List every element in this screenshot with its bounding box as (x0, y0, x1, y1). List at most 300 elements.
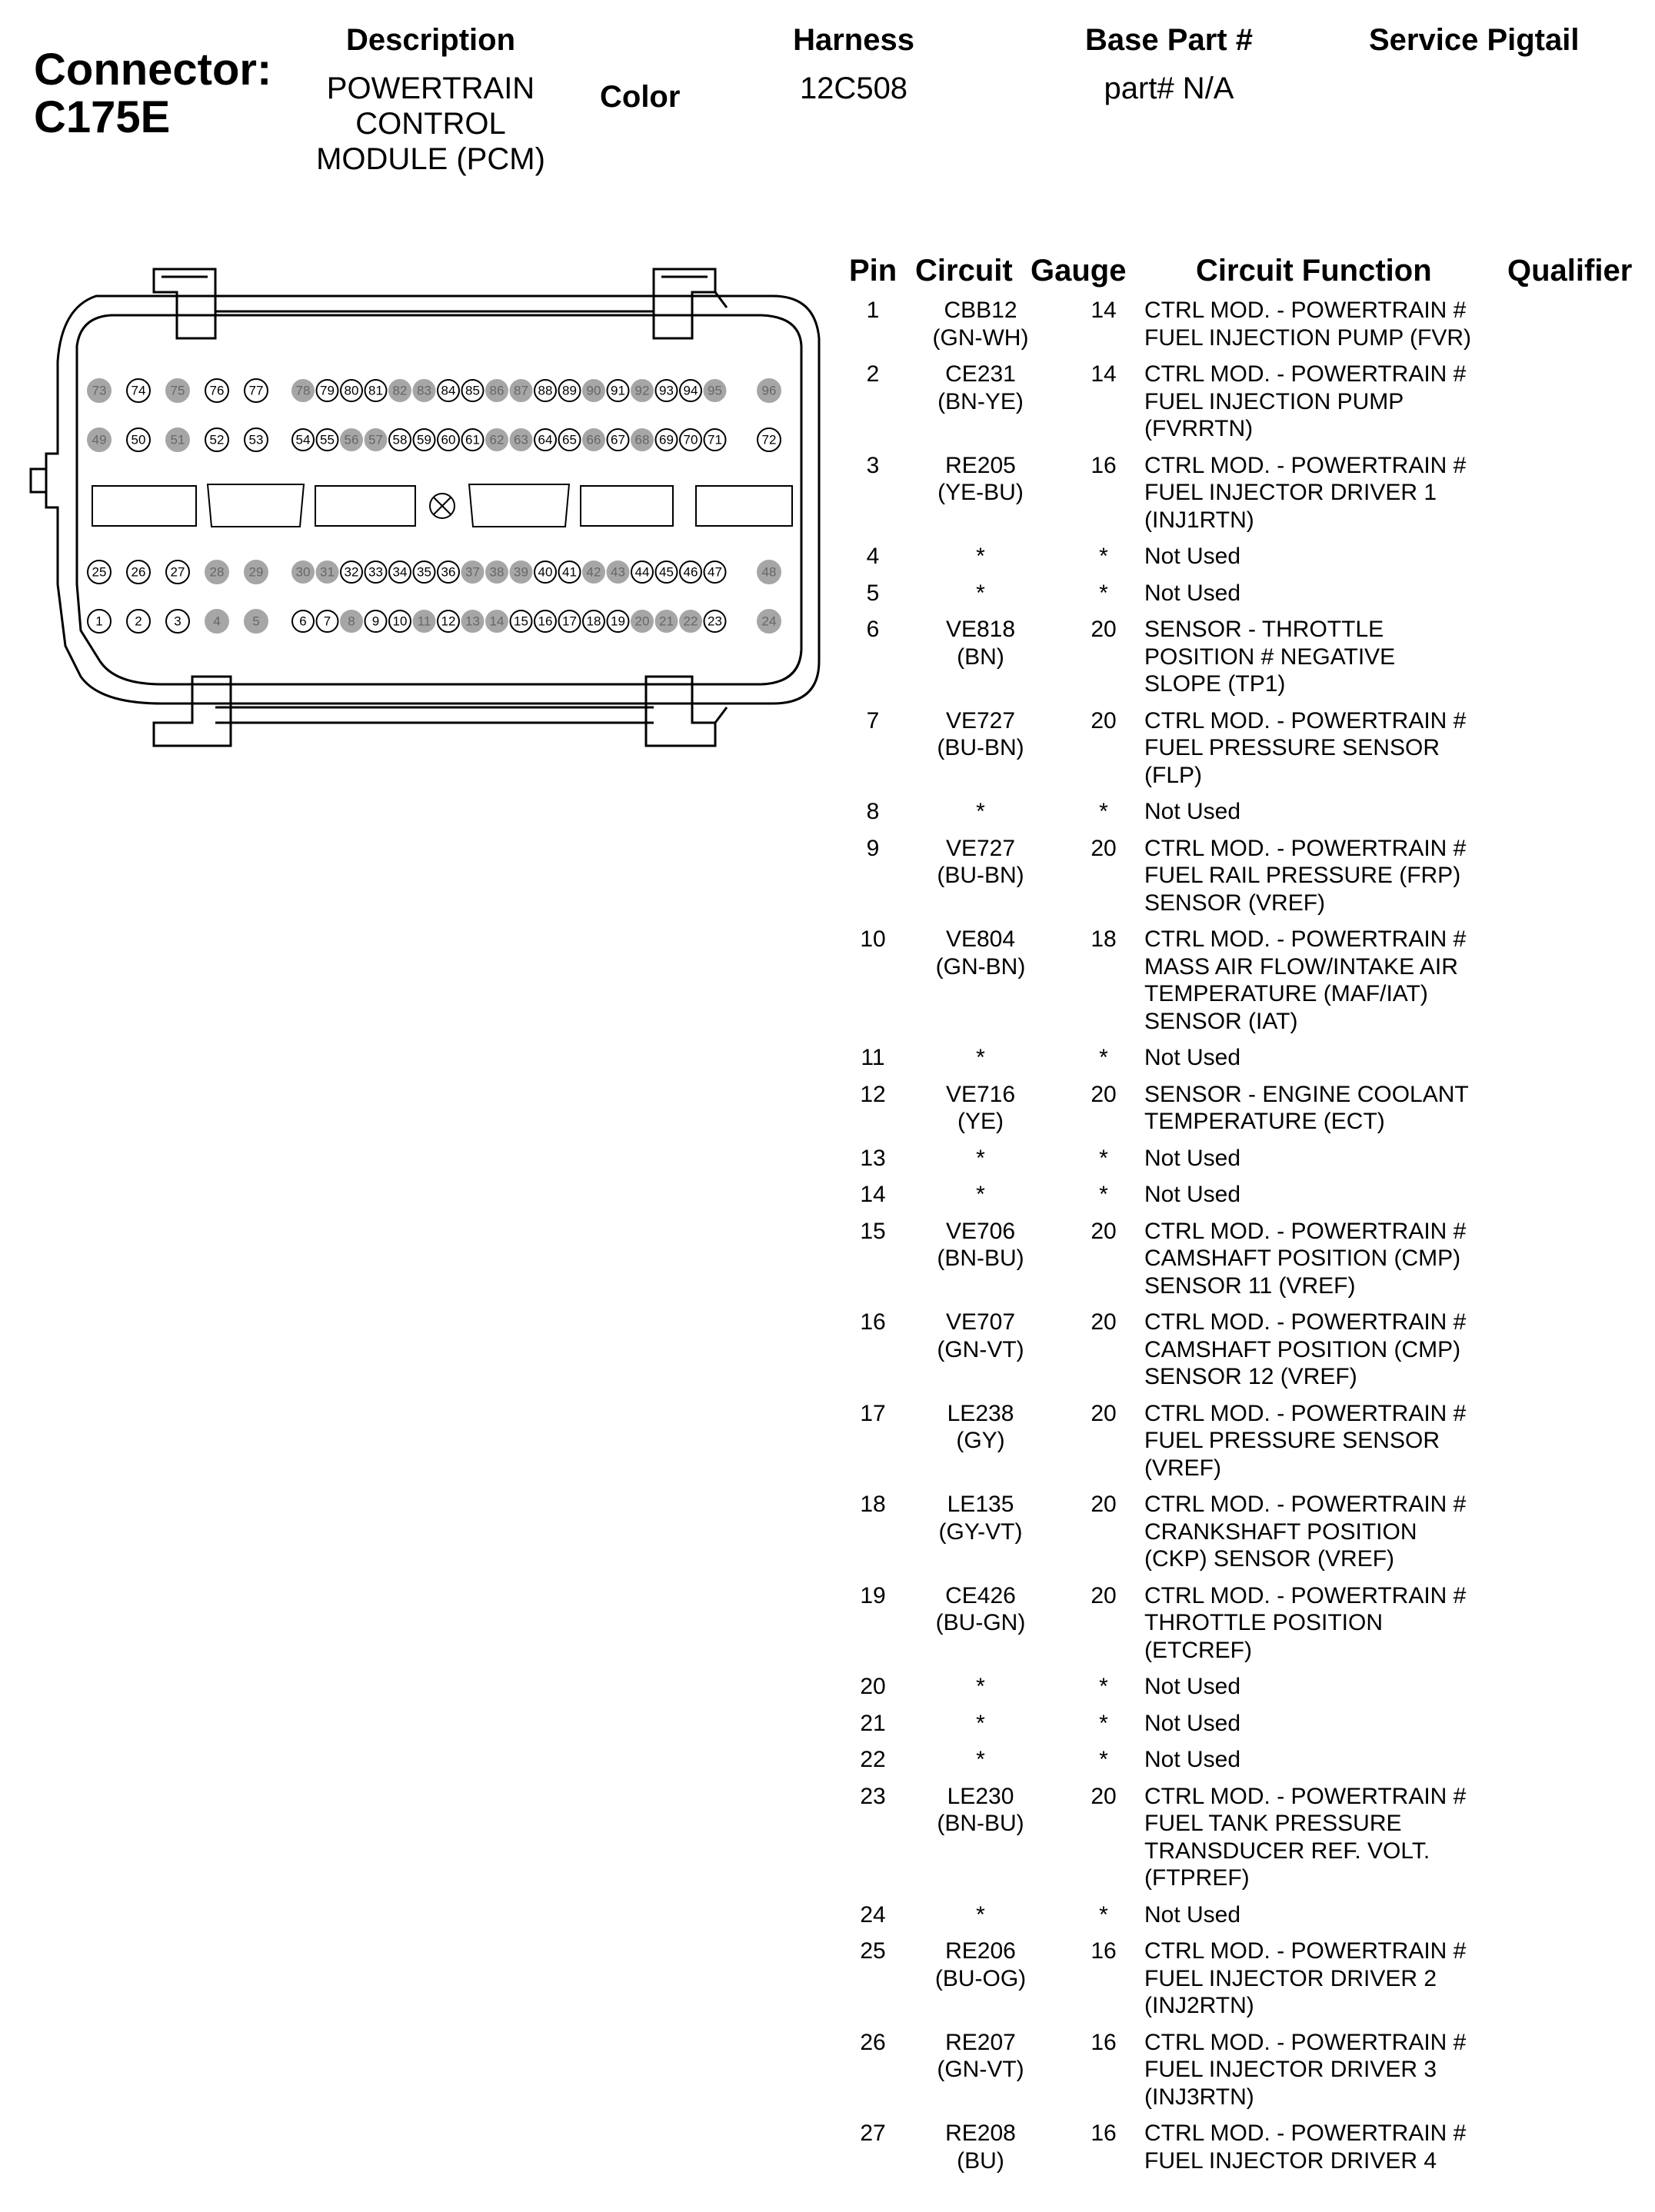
header-circuit: Circuit (915, 254, 1013, 288)
connector-pin-number: 55 (320, 432, 335, 447)
connector-pin-number: 26 (131, 564, 146, 580)
circuit-cell: VE727 (BU-BN) (937, 707, 1024, 760)
connector-pin (166, 379, 189, 402)
circuit-cell: RE206 (BU-OG) (934, 1938, 1027, 1991)
connector-pin (758, 428, 781, 451)
connector-pin-number: 53 (248, 432, 264, 447)
circuit-cell: * (976, 1747, 985, 1772)
pin-cell: 24 (860, 1901, 886, 1928)
table-row (838, 543, 1646, 570)
connector-pin (245, 428, 268, 451)
connector-pin (365, 429, 387, 451)
connector-pin-number: 11 (417, 614, 431, 629)
connector-pin-number: 94 (683, 383, 698, 398)
connector-pin (462, 561, 484, 583)
connector-pin (245, 610, 268, 633)
connector-pin (680, 610, 701, 632)
pin-cell: 5 (866, 580, 880, 606)
connector-pin-number: 19 (611, 614, 625, 629)
base-part-label: Base Part # (1085, 23, 1253, 57)
connector-pin-number: 57 (368, 432, 383, 447)
connector-pin-number: 77 (248, 383, 264, 398)
connector-pin (680, 380, 701, 401)
connector-pin-number: 1 (95, 614, 103, 629)
circuit-cell: VE716 (YE) (945, 1081, 1016, 1134)
connector-pin (414, 380, 435, 401)
connector-pin-number: 4 (213, 614, 221, 629)
header-gauge: Gauge (1031, 254, 1127, 288)
connector-pin-number: 54 (295, 432, 311, 447)
circuit-cell: * (976, 1901, 985, 1928)
connector-pin-number: 37 (465, 564, 480, 580)
connector-title: Connector: C175E (34, 45, 272, 142)
circuit-function-cell: CTRL MOD. - POWERTRAIN # FUEL INJECTOR DRIVER 3 (INJ3RTN) (1144, 2029, 1467, 2110)
pin-cell: 3 (866, 452, 880, 478)
connector-pin-number: 5 (252, 614, 260, 629)
connector-pin (414, 610, 435, 632)
pin-cell: 8 (866, 799, 880, 824)
connector-pin-number: 28 (209, 564, 225, 580)
circuit-function-cell: SENSOR - ENGINE COOLANT TEMPERATURE (ECT) (1144, 1081, 1469, 1134)
connector-pin (511, 429, 532, 451)
gauge-cell: 20 (1091, 1582, 1117, 1608)
gauge-cell: * (1099, 1710, 1108, 1736)
connector-pin-number: 47 (708, 564, 722, 580)
connector-pin (559, 429, 581, 451)
connector-pin (656, 380, 678, 401)
table-row (838, 1783, 1646, 1892)
connector-keys (92, 484, 792, 527)
connector-pin (205, 428, 228, 451)
pin-cell: 12 (860, 1081, 886, 1107)
connector-pin-number: 62 (489, 432, 504, 447)
gauge-cell: 20 (1091, 617, 1117, 642)
header-circuit-function: Circuit Function (1196, 254, 1432, 288)
connector-pin-number: 71 (708, 432, 722, 447)
gauge-cell: * (1099, 1747, 1108, 1772)
connector-pin (704, 561, 726, 583)
circuit-cell: * (976, 799, 985, 824)
connector-pin-number: 25 (92, 564, 107, 580)
connector-pin (511, 610, 532, 632)
connector-pin (559, 610, 581, 632)
harness-label: Harness (793, 23, 914, 57)
gauge-cell: 16 (1091, 452, 1117, 478)
circuit-cell: RE205 (YE-BU) (937, 452, 1024, 505)
table-row (838, 452, 1646, 534)
connector-pin (758, 379, 781, 402)
circuit-function-cell: CTRL MOD. - POWERTRAIN # CAMSHAFT POSITION (CMP) SENSOR 11 (VREF) (1144, 1218, 1467, 1299)
connector-pin (389, 610, 411, 632)
connector-pin (317, 561, 338, 583)
connector-pin (414, 561, 435, 583)
gauge-cell: * (1099, 1145, 1108, 1171)
connector-pin (317, 610, 338, 632)
pin-cell: 4 (866, 544, 880, 569)
table-row (838, 1309, 1646, 1391)
circuit-cell: * (976, 544, 985, 569)
pin-cell: 23 (860, 1783, 886, 1809)
gauge-cell: * (1099, 1045, 1108, 1070)
table-row (838, 1218, 1646, 1300)
pin-cell: 1 (866, 298, 880, 323)
connector-pin-number: 40 (538, 564, 553, 580)
connector-pin-number: 7 (323, 614, 331, 629)
connector-pin-number: 24 (761, 614, 777, 629)
gauge-cell: * (1099, 1674, 1108, 1699)
table-row (838, 1938, 1646, 2020)
connector-pin (656, 561, 678, 583)
connector-pin-number: 60 (441, 432, 456, 447)
table-row (838, 297, 1646, 351)
table-row (838, 1491, 1646, 1573)
circuit-function-cell: CTRL MOD. - POWERTRAIN # THROTTLE POSITION (ETCREF) (1144, 1582, 1467, 1663)
gauge-cell: * (1099, 799, 1108, 824)
circuit-function-cell: Not Used (1144, 1747, 1241, 1772)
connector-pin (245, 379, 268, 402)
circuit-cell: VE707 (GN-VT) (937, 1309, 1024, 1362)
table-row (838, 1710, 1646, 1738)
circuit-function-cell: CTRL MOD. - POWERTRAIN # MASS AIR FLOW/INTAKE AIR TEMPERATURE (MAF/IAT) SENSOR (IAT) (1144, 926, 1467, 1034)
connector-pin (341, 380, 362, 401)
connector-pin (166, 428, 189, 451)
gauge-cell: * (1099, 1182, 1108, 1207)
circuit-cell: * (976, 1045, 985, 1070)
connector-pin-number: 92 (634, 383, 650, 398)
table-row (838, 2029, 1646, 2111)
connector-pin (88, 379, 111, 402)
gauge-cell: 20 (1091, 1081, 1117, 1107)
connector-pin (341, 610, 362, 632)
gauge-cell: 20 (1091, 1783, 1117, 1809)
table-row (838, 361, 1646, 443)
connector-pin (758, 610, 781, 633)
connector-pin (608, 561, 629, 583)
connector-pin-number: 10 (392, 614, 408, 629)
connector-pin (127, 610, 150, 633)
connector-pin-number: 76 (209, 383, 225, 398)
table-row (838, 1181, 1646, 1209)
connector-pin (758, 560, 781, 584)
pin-cell: 19 (860, 1582, 886, 1608)
connector-pin (341, 561, 362, 583)
circuit-function-cell: Not Used (1144, 580, 1241, 606)
circuit-function-cell: Not Used (1144, 1045, 1241, 1070)
table-row (838, 1582, 1646, 1665)
circuit-cell: * (976, 1182, 985, 1207)
description-value: POWERTRAIN CONTROL MODULE (PCM) (316, 72, 545, 176)
connector-pin-number: 69 (659, 432, 674, 447)
connector-pin-number: 13 (465, 614, 480, 629)
connector-pin-number: 2 (135, 614, 142, 629)
connector-pin-number: 15 (514, 614, 528, 629)
pin-cell: 6 (866, 617, 880, 642)
table-row (838, 835, 1646, 917)
connector-pin (438, 610, 459, 632)
circuit-function-cell: Not Used (1144, 1674, 1241, 1699)
gauge-cell: 18 (1091, 926, 1117, 952)
connector-pin-number: 6 (299, 614, 307, 629)
connector-pin-number: 14 (489, 614, 504, 629)
table-row (838, 798, 1646, 826)
table-row (838, 616, 1646, 698)
pin-cell: 27 (860, 2121, 886, 2146)
connector-pin (462, 429, 484, 451)
circuit-cell: VE804 (GN-BN) (935, 926, 1026, 980)
circuit-function-cell: Not Used (1144, 1710, 1241, 1736)
circuit-function-cell: CTRL MOD. - POWERTRAIN # FUEL INJECTION PUMP (FVRRTN) (1144, 361, 1467, 441)
connector-pin-number: 73 (92, 383, 107, 398)
table-row (838, 1145, 1646, 1173)
header-pin: Pin (849, 254, 897, 288)
circuit-cell: VE818 (BN) (945, 617, 1016, 670)
table-row (838, 1400, 1646, 1482)
connector-pin-number: 9 (371, 614, 380, 629)
connector-pin (486, 429, 508, 451)
gauge-cell: 16 (1091, 2121, 1117, 2146)
table-row (838, 1044, 1646, 1072)
connector-pin (88, 610, 111, 633)
connector-pin-number: 49 (92, 432, 107, 447)
connector-pin-number: 66 (586, 432, 601, 447)
connector-pin (127, 379, 150, 402)
pin-cell: 13 (860, 1145, 886, 1171)
connector-pin (166, 560, 189, 584)
color-label: Color (600, 80, 681, 114)
connector-pin (583, 610, 604, 632)
connector-pin-number: 8 (348, 614, 355, 629)
connector-pin-number: 80 (344, 383, 359, 398)
connector-pin-number: 16 (538, 614, 553, 629)
base-part-value: part# N/A (1104, 72, 1234, 105)
header-qualifier: Qualifier (1507, 254, 1633, 288)
connector-pin (438, 561, 459, 583)
connector-pin-number: 64 (538, 432, 553, 447)
connector-pin-number: 48 (761, 564, 777, 580)
connector-pin (534, 429, 556, 451)
harness-value: 12C508 (799, 72, 908, 105)
connector-pin-number: 38 (489, 564, 504, 580)
table-row (838, 1746, 1646, 1774)
circuit-function-cell: Not Used (1144, 1145, 1241, 1171)
gauge-cell: * (1099, 580, 1108, 606)
connector-pin (127, 428, 150, 451)
pin-cell: 2 (866, 361, 880, 387)
circuit-function-cell: CTRL MOD. - POWERTRAIN # CAMSHAFT POSITION (CMP) SENSOR 12 (VREF) (1144, 1309, 1467, 1389)
connector-pin-number: 95 (708, 383, 722, 398)
pin-cell: 14 (860, 1182, 886, 1207)
connector-pin (127, 560, 150, 584)
connector-pin-number: 20 (634, 614, 650, 629)
connector-pin-grid (88, 379, 781, 633)
connector-pin (88, 428, 111, 451)
connector-pin-number: 21 (659, 614, 674, 629)
connector-pin-number: 42 (586, 564, 601, 580)
circuit-function-cell: CTRL MOD. - POWERTRAIN # FUEL PRESSURE SENSOR (FLP) (1144, 707, 1467, 788)
connector-pin (511, 561, 532, 583)
connector-pin (631, 610, 653, 632)
connector-pin-number: 51 (170, 432, 185, 447)
table-row (838, 926, 1646, 1035)
connector-pin (631, 380, 653, 401)
connector-pin (511, 380, 532, 401)
connector-pin (631, 429, 653, 451)
pin-cell: 22 (860, 1747, 886, 1772)
circuit-function-cell: CTRL MOD. - POWERTRAIN # FUEL INJECTION PUMP (FVR) (1144, 298, 1472, 351)
table-row (838, 707, 1646, 790)
circuit-cell: CE231 (BN-YE) (937, 361, 1024, 414)
circuit-function-cell: CTRL MOD. - POWERTRAIN # FUEL INJECTOR DRIVER 2 (INJ2RTN) (1144, 1938, 1467, 2018)
connector-pin-number: 43 (611, 564, 625, 580)
connector-pin-number: 96 (761, 383, 777, 398)
connector-pin (389, 429, 411, 451)
gauge-cell: 20 (1091, 1400, 1117, 1426)
connector-face-diagram (23, 261, 831, 769)
circuit-cell: RE208 (BU) (945, 2121, 1016, 2174)
connector-pin-number: 17 (562, 614, 577, 629)
connector-pin-number: 18 (586, 614, 601, 629)
pin-cell: 17 (860, 1400, 886, 1426)
connector-pin (205, 610, 228, 633)
connector-pin (438, 429, 459, 451)
connector-pin-number: 67 (611, 432, 625, 447)
gauge-cell: 16 (1091, 2029, 1117, 2055)
circuit-function-cell: Not Used (1144, 1901, 1241, 1928)
connector-pin (608, 429, 629, 451)
table-row (838, 580, 1646, 607)
connector-pin-number: 63 (514, 432, 528, 447)
gauge-cell: 20 (1091, 1492, 1117, 1517)
connector-pin-number: 36 (441, 564, 456, 580)
circuit-function-cell: CTRL MOD. - POWERTRAIN # CRANKSHAFT POSITION (CKP) SENSOR (VREF) (1144, 1492, 1467, 1572)
connector-pin-number: 41 (562, 564, 577, 580)
connector-pin (317, 429, 338, 451)
connector-pin (486, 561, 508, 583)
connector-pin (205, 560, 228, 584)
connector-pin (389, 561, 411, 583)
connector-pin-number: 44 (634, 564, 650, 580)
circuit-cell: * (976, 1145, 985, 1171)
circuit-function-cell: Not Used (1144, 1182, 1241, 1207)
connector-pin-number: 45 (659, 564, 674, 580)
description-label: Description (345, 23, 516, 57)
circuit-cell: * (976, 1710, 985, 1736)
connector-pin (656, 429, 678, 451)
gauge-cell: * (1099, 1901, 1108, 1928)
connector-pin-number: 23 (708, 614, 722, 629)
connector-pin-number: 74 (131, 383, 146, 398)
gauge-cell: * (1099, 544, 1108, 569)
connector-pin-number: 87 (514, 383, 528, 398)
connector-pin (608, 610, 629, 632)
circuit-function-cell: CTRL MOD. - POWERTRAIN # FUEL RAIL PRESSURE (FRP) SENSOR (VREF) (1144, 835, 1467, 916)
connector-pin-number: 35 (417, 564, 431, 580)
connector-pin-number: 32 (344, 564, 359, 580)
table-row (838, 1081, 1646, 1136)
connector-pin (704, 380, 726, 401)
table-row (838, 1673, 1646, 1701)
circuit-cell: CE426 (BU-GN) (935, 1582, 1026, 1635)
pin-cell: 7 (866, 707, 880, 733)
connector-pin-number: 72 (761, 432, 777, 447)
connector-pin-number: 52 (209, 432, 225, 447)
circuit-function-cell: CTRL MOD. - POWERTRAIN # FUEL INJECTOR DRIVER 4 (1144, 2121, 1467, 2174)
connector-pin (583, 429, 604, 451)
connector-pin-number: 89 (562, 383, 577, 398)
pin-cell: 26 (860, 2029, 886, 2055)
connector-pin (583, 380, 604, 401)
circuit-function-cell: CTRL MOD. - POWERTRAIN # FUEL PRESSURE SENSOR (VREF) (1144, 1400, 1467, 1481)
connector-pin (341, 429, 362, 451)
connector-pin-number: 29 (248, 564, 264, 580)
pin-cell: 10 (860, 926, 886, 952)
connector-pin (486, 380, 508, 401)
pin-cell: 21 (860, 1710, 886, 1736)
connector-pin (365, 610, 387, 632)
circuit-cell: RE207 (GN-VT) (937, 2029, 1024, 2082)
connector-pin (680, 429, 701, 451)
pin-table-body (838, 297, 1646, 2184)
circuit-cell: * (976, 580, 985, 606)
circuit-cell: VE727 (BU-BN) (937, 835, 1024, 888)
gauge-cell: 16 (1091, 1938, 1117, 1964)
connector-pin (534, 561, 556, 583)
connector-pin-number: 31 (320, 564, 335, 580)
circuit-cell: VE706 (BN-BU) (937, 1218, 1024, 1271)
connector-pin-number: 46 (683, 564, 698, 580)
circuit-cell: LE230 (BN-BU) (937, 1783, 1024, 1836)
connector-pin (462, 380, 484, 401)
connector-pin (534, 610, 556, 632)
circuit-function-cell: Not Used (1144, 544, 1241, 569)
connector-pin-number: 22 (683, 614, 698, 629)
connector-pin-number: 78 (295, 383, 311, 398)
connector-pin-number: 81 (368, 383, 383, 398)
connector-pin-number: 82 (392, 383, 408, 398)
connector-pin (462, 610, 484, 632)
connector-pin-number: 70 (683, 432, 698, 447)
connector-pin-number: 61 (465, 432, 480, 447)
gauge-cell: 20 (1091, 1218, 1117, 1244)
connector-pin (292, 610, 314, 632)
gauge-cell: 20 (1091, 835, 1117, 861)
connector-pin-number: 65 (562, 432, 577, 447)
circuit-function-cell: SENSOR - THROTTLE POSITION # NEGATIVE SLOPE (TP1) (1144, 617, 1396, 697)
connector-pin (88, 560, 111, 584)
connector-pin-number: 84 (441, 383, 456, 398)
connector-pin (365, 380, 387, 401)
table-row (838, 2120, 1646, 2174)
pin-cell: 11 (861, 1045, 885, 1070)
circuit-cell: * (976, 1674, 985, 1699)
connector-pin-number: 27 (170, 564, 185, 580)
connector-pin-number: 34 (392, 564, 408, 580)
pin-cell: 25 (860, 1938, 886, 1964)
connector-pin (608, 380, 629, 401)
gauge-cell: 20 (1091, 707, 1117, 733)
connector-pin-number: 12 (441, 614, 456, 629)
gauge-cell: 20 (1091, 1309, 1117, 1335)
pin-cell: 16 (860, 1309, 886, 1335)
table-row (838, 1901, 1646, 1929)
gauge-cell: 14 (1091, 361, 1117, 387)
connector-pin-number: 50 (131, 432, 146, 447)
connector-pin (292, 380, 314, 401)
connector-pin (365, 561, 387, 583)
circuit-cell: LE135 (GY-VT) (938, 1492, 1023, 1545)
connector-pin (559, 561, 581, 583)
connector-pin (583, 561, 604, 583)
